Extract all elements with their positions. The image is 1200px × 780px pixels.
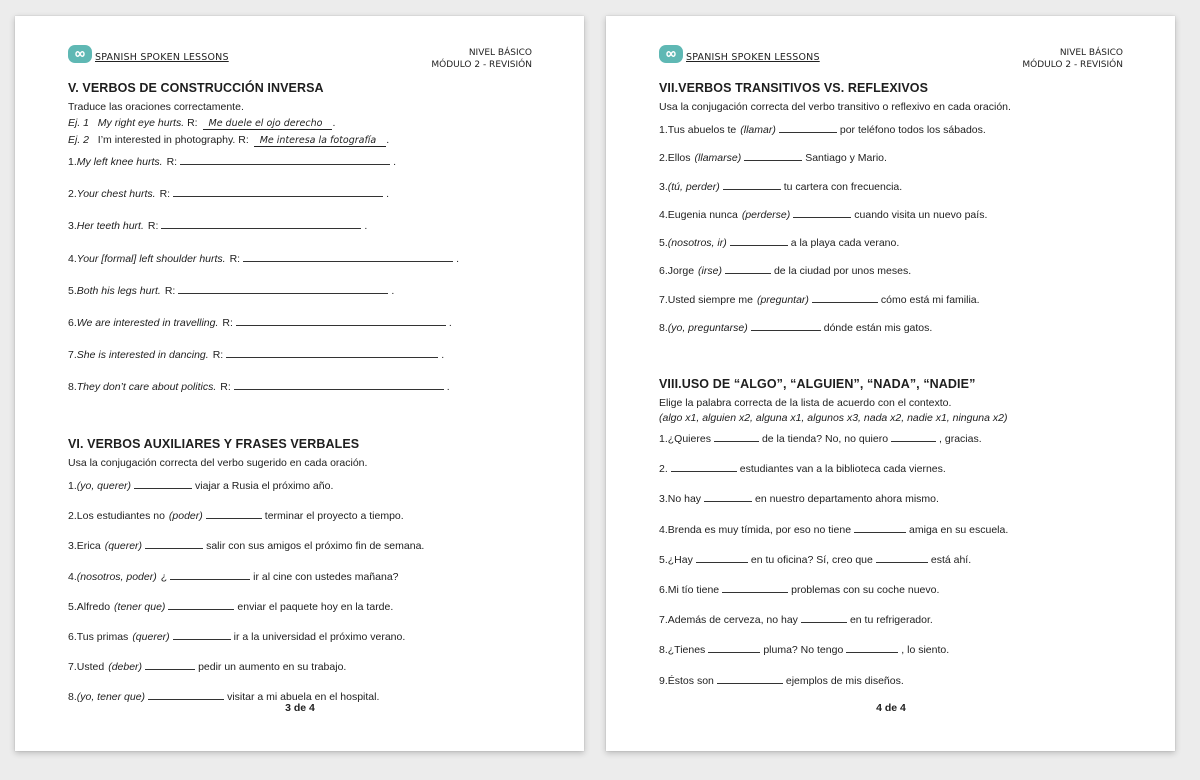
question-text: Tus abuelos te	[667, 124, 737, 136]
section-instruction: Usa la conjugación correcta del verbo sugerido en cada oración.	[68, 457, 368, 469]
question-text: Jorge	[667, 265, 695, 278]
level-info	[431, 47, 532, 71]
answer-blank[interactable]	[854, 523, 906, 533]
question-number: 8.	[659, 322, 668, 335]
question-text: ir a la universidad el próximo verano.	[233, 630, 406, 643]
question-item	[68, 600, 532, 630]
page-header	[659, 45, 1123, 79]
answer-blank[interactable]	[206, 509, 262, 519]
question-text: Éstos son	[667, 674, 714, 687]
answer-prefix: R:	[187, 117, 198, 129]
answer-prefix: R:	[238, 134, 249, 146]
question-number: 3.	[659, 493, 668, 506]
question-item	[659, 492, 1123, 522]
answer-blank[interactable]	[243, 252, 453, 262]
verb-hint: (llamarse)	[694, 152, 742, 165]
infinity-icon	[659, 45, 683, 63]
question-number: 1.	[659, 433, 668, 445]
answer-blank[interactable]	[173, 630, 231, 640]
example-end: .	[386, 134, 390, 146]
example-2	[68, 132, 532, 149]
question-item	[659, 264, 1123, 292]
answer-blank[interactable]	[723, 180, 781, 190]
section-title: VI. VERBOS AUXILIARES Y FRASES VERBALES	[68, 437, 360, 451]
question-number: 8.	[68, 381, 77, 394]
section-vii	[659, 79, 1123, 349]
verb-hint: (poder)	[168, 510, 203, 523]
answer-blank[interactable]	[696, 553, 748, 563]
question-text: en tu oficina? Sí, creo que	[750, 553, 873, 566]
question-number: 4.	[659, 523, 668, 536]
question-text: ¿Quieres	[667, 433, 711, 445]
question-number: 5.	[68, 284, 77, 297]
example-answer: Me interesa la fotografía	[254, 135, 387, 147]
question-text: en tu refrigerador.	[849, 614, 933, 627]
question-text: cuando visita un nuevo país.	[854, 208, 988, 221]
answer-blank[interactable]	[173, 187, 383, 197]
section-title: VIII.USO DE “ALGO”, “ALGUIEN”, “NADA”, “NADIE”	[659, 377, 976, 391]
question-text: pluma? No tengo	[763, 644, 844, 657]
example-1	[68, 115, 532, 132]
question-text: , lo siento.	[901, 644, 950, 657]
question-text: por teléfono todos los sábados.	[839, 124, 986, 136]
verb-hint: (perderse)	[741, 208, 791, 221]
answer-blank[interactable]	[793, 208, 851, 218]
question-item	[659, 613, 1123, 643]
question-text: ¿	[160, 570, 168, 583]
answer-blank[interactable]	[134, 479, 192, 489]
example-answer: Me duele el ojo derecho	[203, 118, 333, 130]
question-item: 6. We are interested in travelling. R: .	[68, 316, 452, 329]
answer-prefix: R:	[147, 220, 159, 233]
answer-blank[interactable]	[722, 583, 788, 593]
example-prompt: My right eye hurts.	[97, 117, 185, 129]
answer-blank[interactable]	[708, 643, 760, 653]
question-text: Brenda es muy tímida, por eso no tiene	[667, 523, 852, 536]
answer-blank[interactable]	[236, 316, 446, 326]
question-text: Santiago y Mario.	[805, 152, 887, 165]
question-number: 3.	[659, 180, 668, 193]
answer-blank[interactable]	[891, 432, 936, 442]
example-end: .	[332, 117, 336, 129]
question-text: Los estudiantes no	[76, 510, 165, 523]
answer-blank[interactable]	[730, 236, 788, 246]
question-item: 4. Your [formal] left shoulder hurts. R: .	[68, 252, 460, 265]
answer-blank[interactable]	[234, 380, 444, 390]
level-label: NIVEL BÁSICO	[468, 48, 532, 58]
level-label: NIVEL BÁSICO	[1059, 48, 1123, 58]
question-item	[659, 208, 1123, 236]
question-number: 5.	[68, 600, 77, 613]
answer-blank[interactable]	[168, 600, 234, 610]
question-prompt: Your [formal] left shoulder hurts.	[76, 252, 226, 265]
question-item	[659, 236, 1123, 264]
answer-blank[interactable]	[751, 321, 821, 331]
question-list	[68, 153, 532, 411]
question-number: 1.	[68, 480, 77, 492]
question-prompt: We are interested in travelling.	[76, 316, 219, 329]
question-number: 3.	[68, 540, 77, 553]
question-number: 3.	[68, 220, 77, 233]
word-list: (algo x1, alguien x2, alguna x1, algunos x3, nada x2, nadie x1, ninguna x2)	[659, 412, 1008, 424]
section-title: VII.VERBOS TRANSITIVOS VS. REFLEXIVOS	[659, 81, 929, 95]
example-label: Ej. 2	[68, 134, 90, 146]
question-item	[659, 674, 1123, 704]
question-text: tu cartera con frecuencia.	[783, 180, 903, 193]
question-item: 1. My left knee hurts. R: .	[68, 156, 396, 168]
answer-blank[interactable]	[717, 674, 783, 684]
module-label: MÓDULO 2 - REVISIÓN	[431, 60, 532, 70]
question-number: 2.	[68, 188, 77, 201]
question-item	[68, 630, 532, 660]
section-instruction: Traduce las oraciones correctamente.	[68, 101, 244, 113]
question-text: visitar a mi abuela en el hospital.	[227, 691, 380, 704]
answer-blank[interactable]	[714, 432, 759, 442]
question-item	[659, 151, 1123, 179]
question-number: 4.	[68, 570, 77, 583]
question-item	[659, 583, 1123, 613]
question-text: No hay	[667, 493, 702, 506]
verb-hint: (deber)	[108, 661, 143, 674]
question-text: Alfredo	[76, 600, 111, 613]
question-prompt: She is interested in dancing.	[76, 349, 209, 362]
question-text: terminar el proyecto a tiempo.	[264, 510, 404, 523]
question-item	[659, 432, 1123, 462]
question-number: 6.	[68, 630, 77, 643]
level-info	[1022, 47, 1123, 71]
question-number: 8.	[68, 691, 77, 704]
answer-blank[interactable]	[812, 293, 878, 303]
question-number: 1.	[659, 124, 668, 136]
question-text: enviar el paquete hoy en la tarde.	[237, 600, 394, 613]
answer-blank[interactable]	[671, 462, 737, 472]
question-text: ¿Hay	[667, 553, 693, 566]
verb-hint: (querer)	[104, 540, 143, 553]
question-text: Eugenia nunca	[667, 208, 738, 221]
verb-hint: (nosotros, poder)	[76, 570, 157, 583]
answer-prefix: R:	[159, 188, 171, 201]
question-text: pedir un aumento en su trabajo.	[198, 661, 347, 674]
question-item: 5. Both his legs hurt. R: .	[68, 284, 395, 297]
verb-hint: (yo, preguntarse)	[667, 322, 748, 335]
question-number: 4.	[68, 252, 77, 265]
question-text: ¿Tienes	[667, 644, 706, 657]
answer-prefix: R:	[212, 349, 224, 362]
question-item	[68, 570, 532, 600]
question-number: 2.	[659, 463, 668, 476]
question-prompt: Your chest hurts.	[76, 188, 156, 201]
section-vi	[68, 435, 532, 721]
page-number: 3 de 4	[285, 702, 315, 714]
question-text: , gracias.	[939, 433, 982, 445]
answer-blank[interactable]	[704, 492, 752, 502]
example-prompt: I’m interested in photography.	[97, 134, 236, 146]
question-item	[659, 553, 1123, 583]
verb-hint: (nosotros, ir)	[667, 237, 727, 250]
verb-hint: (tener que)	[114, 600, 166, 613]
question-list	[68, 479, 532, 721]
section-v	[68, 79, 532, 411]
answer-prefix: R:	[164, 284, 176, 297]
section-viii	[659, 375, 1123, 704]
question-text: Mi tío tiene	[667, 583, 720, 596]
question-prompt: They don’t care about politics.	[76, 381, 217, 394]
question-item	[659, 462, 1123, 492]
question-text: viajar a Rusia el próximo año.	[195, 480, 334, 492]
question-item	[68, 660, 532, 690]
infinity-icon	[68, 45, 92, 63]
answer-blank[interactable]	[180, 155, 390, 165]
question-item	[659, 293, 1123, 321]
question-text: ir al cine con ustedes mañana?	[253, 570, 399, 583]
question-number: 2.	[68, 510, 77, 523]
question-item	[659, 643, 1123, 673]
verb-hint: (llamar)	[740, 124, 776, 136]
question-number: 6.	[659, 265, 668, 278]
question-text: dónde están mis gatos.	[823, 322, 933, 335]
question-prompt: Her teeth hurt.	[76, 220, 144, 233]
question-number: 5.	[659, 237, 668, 250]
question-prompt: Both his legs hurt.	[76, 284, 161, 297]
verb-hint: (tú, perder)	[667, 180, 720, 193]
answer-prefix: R:	[229, 252, 241, 265]
answer-blank[interactable]	[876, 553, 928, 563]
question-number: 7.	[659, 614, 668, 627]
page-header	[68, 45, 532, 79]
question-text: en nuestro departamento ahora mismo.	[755, 493, 939, 506]
worksheet-page-4	[606, 16, 1175, 751]
question-item	[659, 523, 1123, 553]
brand-name: SPANISH SPOKEN LESSONS	[686, 52, 820, 63]
question-number: 4.	[659, 208, 668, 221]
question-text: problemas con su coche nuevo.	[791, 583, 940, 596]
answer-blank[interactable]	[801, 613, 847, 623]
question-item: 2. Your chest hurts. R: .	[68, 188, 389, 201]
example-label: Ej. 1	[68, 117, 90, 129]
answer-blank[interactable]	[161, 219, 361, 229]
question-text: está ahí.	[930, 553, 972, 566]
answer-blank[interactable]	[779, 123, 837, 133]
question-item	[659, 321, 1123, 349]
question-text: ejemplos de mis diseños.	[785, 674, 904, 687]
answer-blank[interactable]	[170, 570, 250, 580]
question-text: salir con sus amigos el próximo fin de semana.	[206, 540, 425, 553]
question-text: Erica	[76, 540, 101, 553]
section-title: V. VERBOS DE CONSTRUCCIÓN INVERSA	[68, 81, 324, 95]
verb-hint: (yo, tener que)	[76, 691, 146, 704]
question-item	[68, 479, 532, 509]
question-number: 7.	[659, 293, 668, 306]
question-item	[68, 539, 532, 569]
question-number: 2.	[659, 152, 668, 165]
module-label: MÓDULO 2 - REVISIÓN	[1022, 60, 1123, 70]
question-text: Usted siempre me	[667, 293, 753, 306]
page-number: 4 de 4	[876, 702, 906, 714]
question-item: 3. Her teeth hurt. R: .	[68, 220, 368, 233]
question-text: Usted	[76, 661, 105, 674]
question-text: cómo está mi familia.	[880, 293, 980, 306]
answer-blank[interactable]	[178, 284, 388, 294]
question-text: de la ciudad por unos meses.	[773, 265, 912, 278]
answer-blank[interactable]	[744, 151, 802, 161]
verb-hint: (yo, querer)	[76, 480, 132, 492]
answer-blank[interactable]	[145, 539, 203, 549]
answer-prefix: R:	[222, 316, 233, 329]
question-number: 6.	[659, 583, 668, 596]
answer-blank[interactable]	[725, 264, 771, 274]
answer-blank[interactable]	[226, 348, 438, 358]
question-item	[68, 509, 532, 539]
answer-prefix: R:	[166, 156, 178, 168]
question-item	[659, 123, 1123, 151]
answer-blank[interactable]	[846, 643, 898, 653]
answer-blank[interactable]	[148, 690, 224, 700]
question-number: 8.	[659, 644, 668, 657]
question-text: Tus primas	[76, 630, 129, 643]
question-item: 7. She is interested in dancing. R: .	[68, 349, 445, 362]
question-item	[659, 180, 1123, 208]
answer-blank[interactable]	[145, 660, 195, 670]
question-item: 8. They don’t care about politics. R: .	[68, 381, 450, 394]
question-text: Además de cerveza, no hay	[667, 614, 798, 627]
question-prompt: My left knee hurts.	[76, 156, 163, 168]
question-text: Ellos	[667, 152, 691, 165]
question-number: 1.	[68, 156, 77, 168]
verb-hint: (irse)	[698, 265, 722, 278]
section-instruction: Elige la palabra correcta de la lista de acuerdo con el contexto.	[659, 397, 952, 409]
brand-logo	[659, 45, 820, 63]
question-number: 9.	[659, 674, 668, 687]
question-text: estudiantes van a la biblioteca cada viernes.	[739, 463, 946, 476]
question-text: de la tienda? No, no quiero	[761, 433, 889, 445]
section-instruction: Usa la conjugación correcta del verbo transitivo o reflexivo en cada oración.	[659, 101, 1011, 113]
question-list	[659, 123, 1123, 349]
question-text: a la playa cada verano.	[790, 237, 900, 250]
worksheet-page-3	[15, 16, 584, 751]
question-list	[659, 432, 1123, 704]
question-number: 5.	[659, 553, 668, 566]
question-text: amiga en su escuela.	[909, 523, 1009, 536]
question-number: 6.	[68, 316, 77, 329]
verb-hint: (preguntar)	[756, 293, 809, 306]
verb-hint: (querer)	[132, 630, 170, 643]
brand-name: SPANISH SPOKEN LESSONS	[95, 52, 229, 63]
question-number: 7.	[68, 349, 77, 362]
answer-prefix: R:	[220, 381, 231, 394]
brand-logo	[68, 45, 229, 63]
question-number: 7.	[68, 661, 77, 674]
